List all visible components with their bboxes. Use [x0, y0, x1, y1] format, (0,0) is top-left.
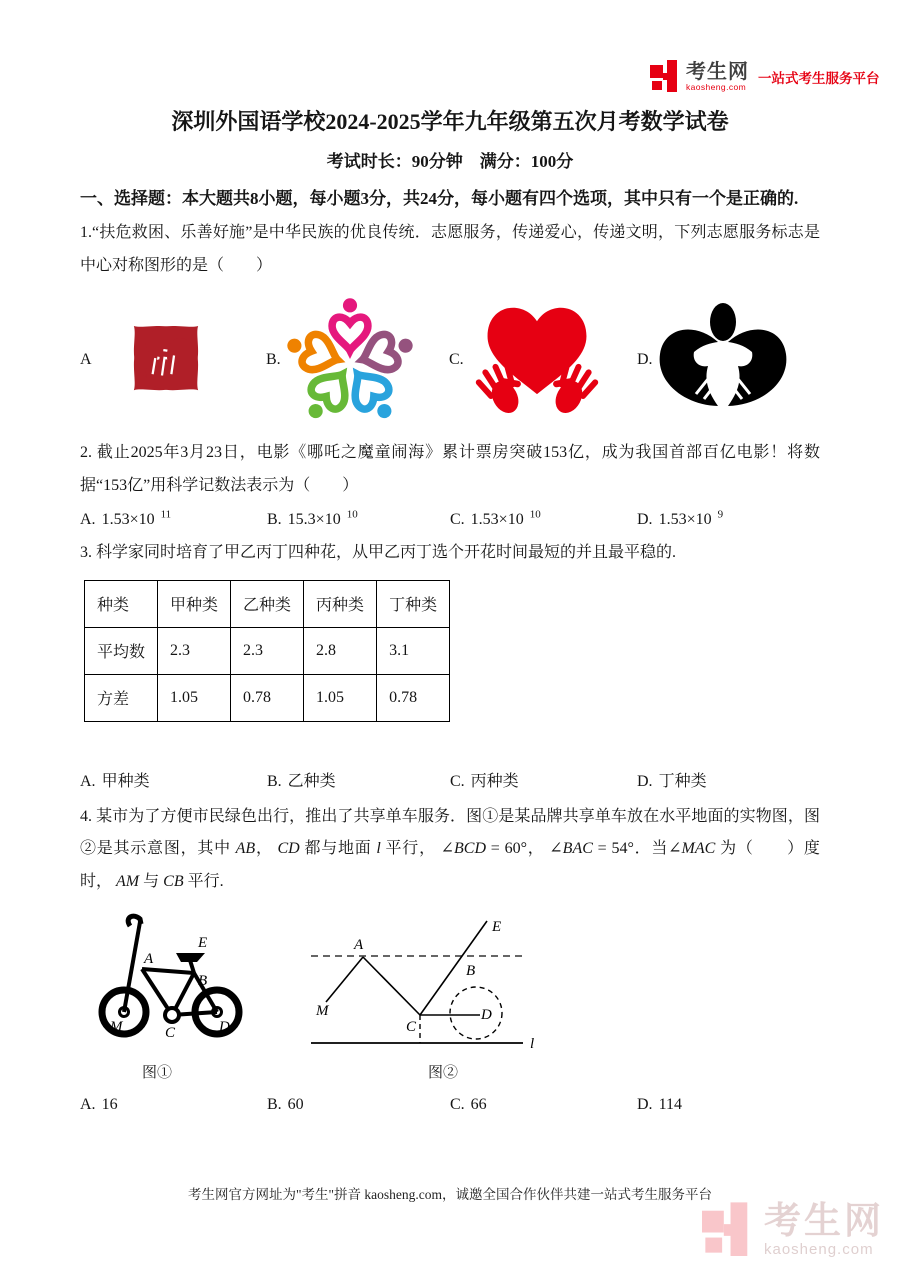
question-3-text: 3. 科学家同时培育了甲乙丙丁四种花，从甲乙丙丁选个开花时间最短的并且最平稳的.	[80, 543, 677, 561]
svg-text:A: A	[354, 937, 364, 954]
exam-meta: 考试时长：90分钟 满分：100分	[326, 151, 574, 171]
svg-text:B: B	[198, 973, 208, 990]
q3-header-cell: 种类	[85, 580, 158, 627]
q1-option-a	[80, 287, 266, 433]
q3-option-c: C. 丙种类	[450, 772, 519, 790]
question-1-options	[80, 285, 820, 435]
svg-text:D: D	[481, 1007, 492, 1024]
five-hearts-people-logo-icon	[284, 293, 416, 427]
q4-option-c: C. 66	[450, 1096, 487, 1114]
footer-note: 考生网官方网址为"考生"拼音 kaosheng.com，诚邀全国合作伙伴共建一站式考生服务平台	[187, 1187, 712, 1202]
q3-row-label: 平均数	[85, 627, 158, 674]
watermark-domain: kaosheng.com	[764, 1241, 874, 1258]
q4-option-a: A. 16	[80, 1096, 118, 1114]
q3-row-label: 方差	[85, 674, 158, 721]
q3-cell: 0.78	[377, 674, 450, 721]
table-row	[85, 580, 450, 627]
figure-with-hand-wings-logo-icon	[656, 302, 790, 418]
q3-header-cell: 丙种类	[304, 580, 377, 627]
question-2-options	[80, 508, 820, 529]
svg-text:C: C	[165, 1025, 176, 1042]
q3-option-b: B. 乙种类	[267, 772, 336, 790]
brand-tagline: 一站式考生服务平台	[758, 70, 880, 86]
q1-option-d	[637, 302, 820, 418]
fig2-caption: 图②	[428, 1065, 459, 1082]
q3-data-table	[84, 580, 450, 722]
table-row	[85, 627, 450, 674]
svg-text:M: M	[316, 1003, 329, 1020]
q3-option-d: D. 丁种类	[637, 772, 707, 790]
geometry-diagram-icon	[308, 907, 553, 1057]
svg-text:E: E	[492, 919, 502, 936]
table-row	[85, 674, 450, 721]
svg-text:B: B	[466, 963, 476, 980]
hands-holding-heart-logo-icon	[467, 297, 607, 423]
kaosheng-watermark	[702, 1202, 884, 1258]
q4-option-d: D. 114	[637, 1096, 682, 1114]
figure-captions	[80, 1061, 820, 1082]
kaosheng-h-watermark-icon	[702, 1202, 754, 1258]
svg-text:D: D	[219, 1019, 230, 1036]
svg-text:E: E	[198, 935, 208, 952]
kaosheng-h-icon	[650, 60, 681, 93]
q2-option-d: D. 1.53×10 $^9$	[637, 508, 724, 528]
q2-option-a: A. 1.53×10 $^{11}$	[80, 508, 172, 528]
q1-option-a-label: A	[80, 350, 92, 368]
svg-text:M: M	[110, 1019, 123, 1036]
bicycle-figure-icon	[88, 909, 248, 1049]
question-1-text: 1.“扶危救困、乐善好施”是中华民族的优良传统．志愿服务，传递爱心，传递文明，下列志愿服务标志是中心对称图形的是（ ）	[80, 223, 820, 274]
brand-name: 考生网	[686, 60, 749, 83]
watermark-name: 考生网	[764, 1200, 884, 1241]
question-3-options	[80, 768, 820, 791]
q3-cell: 2.3	[158, 627, 231, 674]
svg-text:l: l	[530, 1036, 535, 1053]
q3-header-cell: 丁种类	[377, 580, 450, 627]
svg-text:C: C	[406, 1019, 417, 1036]
paper-title: 深圳外国语学校2024-2025学年九年级第五次月考数学试卷	[171, 109, 729, 134]
q3-cell: 0.78	[231, 674, 304, 721]
question-4-options	[80, 1096, 820, 1114]
section-1-heading: 一、选择题：本大题共8小题，每小题3分，共24分，每小题有四个选项，其中只有一个是正确的.	[80, 188, 799, 208]
question-4-figures	[80, 907, 820, 1057]
q2-option-c: C. 1.53×10 $^{10}$	[450, 508, 541, 528]
q3-cell: 2.3	[231, 627, 304, 674]
paper-content	[80, 108, 820, 1114]
brand-domain: kaosheng.com	[686, 81, 747, 92]
q3-cell: 3.1	[377, 627, 450, 674]
question-4-text: 4. 某市为了方便市民绿色出行，推出了共享单车服务．图①是某品牌共享单车放在水平地面的实物图，图②是其示意图，其中 AB， CD 都与地面 l 平行， ∠BCD = 60°， ∠BAC = 54°．当∠MAC 为（ ）度时， AM 与 CB 平行.	[80, 807, 820, 891]
q3-header-cell: 甲种类	[158, 580, 231, 627]
q1-option-b	[266, 293, 449, 427]
q3-header-cell: 乙种类	[231, 580, 304, 627]
q4-option-b: B. 60	[267, 1096, 304, 1114]
svg-text:A: A	[144, 951, 154, 968]
q3-cell: 1.05	[158, 674, 231, 721]
q1-option-b-label: B.	[266, 350, 281, 368]
question-2-text: 2. 截止2025年3月23日，电影《哪吒之魔童闹海》累计票房突破153亿，成为我国首部百亿电影！将数据“153亿”用科学记数法表示为（ ）	[80, 443, 820, 494]
q3-option-a: A. 甲种类	[80, 772, 150, 790]
q3-cell: 2.8	[304, 627, 377, 674]
q1-option-c-label: C.	[449, 350, 464, 368]
q2-option-b: B. 15.3×10 $^{10}$	[267, 508, 358, 528]
q1-option-c	[449, 297, 637, 423]
four-hearts-pinwheel-logo-icon	[95, 287, 237, 433]
kaosheng-brand-logo[interactable]	[650, 60, 880, 93]
q3-cell: 1.05	[304, 674, 377, 721]
fig1-caption: 图①	[142, 1065, 173, 1082]
q1-option-d-label: D.	[637, 350, 653, 368]
